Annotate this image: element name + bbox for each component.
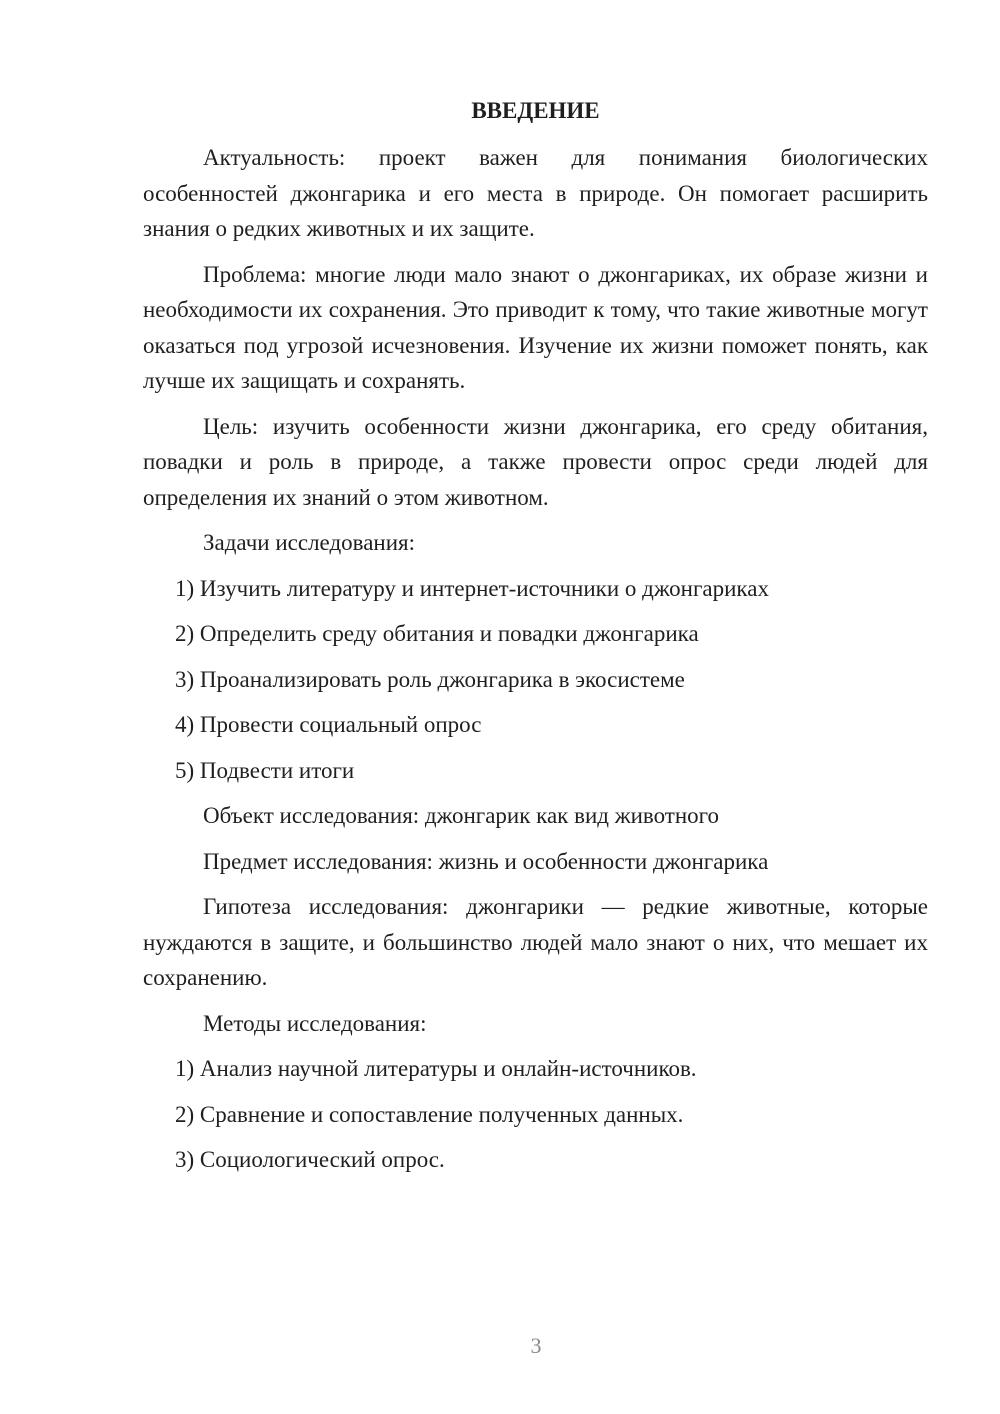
list-item: 3) Проанализировать роль джонгарика в экосистеме bbox=[175, 666, 685, 692]
list-item: 4) Провести социальный опрос bbox=[175, 712, 482, 737]
list-item: 1) Изучить литературу и интернет-источники о джонгариках bbox=[175, 575, 769, 601]
tasks-title: Задачи исследования: bbox=[203, 530, 416, 555]
list-item: 2) Определить среду обитания и повадки джонгарика bbox=[175, 621, 699, 646]
list-item: 5) Подвести итоги bbox=[175, 757, 355, 783]
problem-paragraph: Проблема: многие люди мало знают о джонгариках, их образе жизни и необходимости их сохранения. Это приводит к тому, что такие животные могут оказаться под угрозой исчезновения. Изучение их жизни поможет понять, как лучше их защищать и сохранять. bbox=[143, 261, 928, 393]
tasks-list bbox=[143, 571, 928, 789]
section-heading: ВВЕДЕНИЕ bbox=[471, 98, 600, 123]
list-item: 1) Анализ научной литературы и онлайн-источников. bbox=[175, 1056, 697, 1081]
object-line: Объект исследования: джонгарик как вид животного bbox=[203, 803, 720, 828]
list-item: 3) Социологический опрос. bbox=[175, 1147, 445, 1172]
methods-list bbox=[143, 1051, 928, 1178]
methods-title: Методы исследования: bbox=[203, 1010, 427, 1036]
page-content bbox=[143, 96, 928, 1188]
hypothesis-paragraph: Гипотеза исследования: джонгарики — редкие животные, которые нуждаются в защите, и большинство людей мало знают о них, что мешает их сохранению. bbox=[143, 894, 928, 990]
goal-paragraph: Цель: изучить особенности жизни джонгарика, его среду обитания, повадки и роль в природе, а также провести опрос среди людей для определения их знаний о этом животном. bbox=[143, 413, 928, 510]
relevance-paragraph: Актуальность: проект важен для понимания биологических особенностей джонгарика и его места в природе. Он помогает расширить знания о редких животных и их защите. bbox=[143, 145, 928, 241]
subject-line: Предмет исследования: жизнь и особенности джонгарика bbox=[203, 848, 769, 874]
page-number: 3 bbox=[530, 1333, 542, 1358]
list-item: 2) Сравнение и сопоставление полученных данных. bbox=[175, 1101, 684, 1127]
